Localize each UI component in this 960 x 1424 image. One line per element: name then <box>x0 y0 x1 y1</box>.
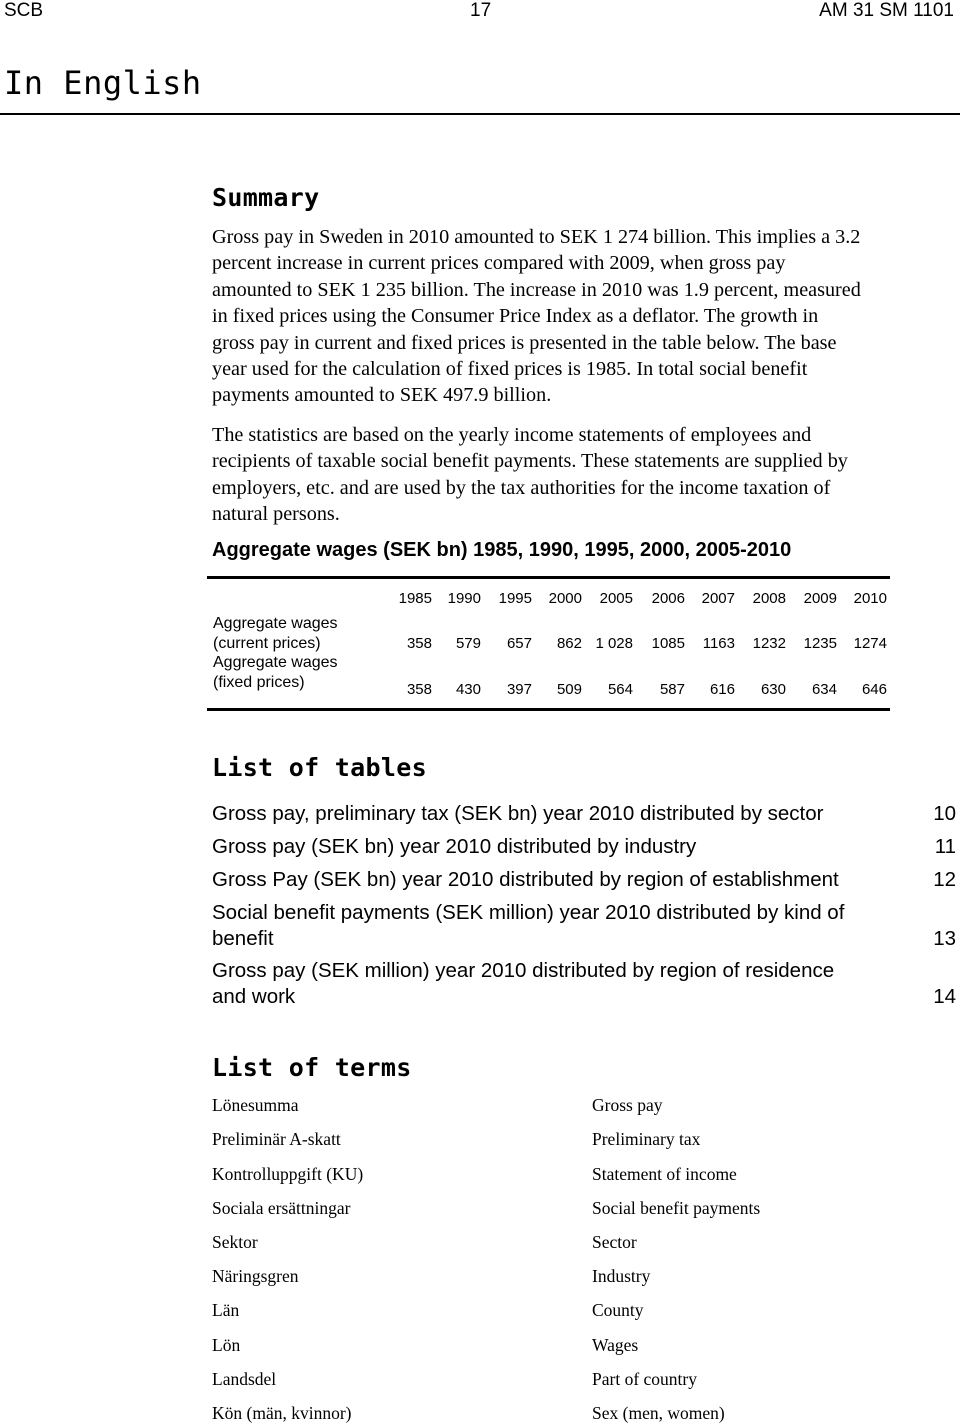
table-cell: 509 <box>556 681 582 698</box>
year-header: 2000 <box>548 590 582 607</box>
table-cell: 430 <box>455 681 481 698</box>
summary-p1-line: gross pay in current and fixed prices is presented in the table below. The base <box>212 331 837 354</box>
table-cell: 634 <box>811 681 837 698</box>
row-label-line: (fixed prices) <box>213 673 305 691</box>
toc-entry[interactable] <box>212 958 960 1010</box>
toc-page-number: 12 <box>933 868 956 891</box>
toc-page-number: 11 <box>934 835 956 858</box>
header-report-id: AM 31 SM 1101 <box>819 0 954 21</box>
page-number: 17 <box>470 0 492 21</box>
row-label-line: (current prices) <box>213 634 321 652</box>
row-label-fixed-prices <box>213 653 338 692</box>
term-swedish: Näringsgren <box>212 1266 299 1286</box>
table-cell: 579 <box>455 635 481 652</box>
table-cell: 358 <box>406 681 432 698</box>
table-cell: 1235 <box>803 635 837 652</box>
summary-paragraph-1 <box>212 224 960 409</box>
term-english: Gross pay <box>592 1095 663 1115</box>
toc-entry-title-continued: and work <box>212 985 296 1008</box>
toc-page-number: 14 <box>933 985 956 1008</box>
table-cell: 564 <box>607 681 633 698</box>
term-swedish: Sektor <box>212 1232 258 1252</box>
summary-p1-line: year used for the calculation of fixed prices is 1985. In total social benefit <box>212 358 808 381</box>
table-bottom-rule <box>207 708 890 711</box>
term-english: Statement of income <box>592 1164 737 1184</box>
list-of-tables-heading: List of tables <box>212 753 427 782</box>
term-swedish: Lön <box>212 1335 241 1355</box>
term-english: Preliminary tax <box>592 1129 701 1149</box>
summary-heading: Summary <box>212 183 320 212</box>
summary-p1-line: amounted to SEK 1 235 billion. The increase in 2010 was 1.9 percent, measured <box>212 278 861 301</box>
term-english: Industry <box>592 1266 651 1286</box>
year-header: 1985 <box>398 590 432 607</box>
page-title: In English <box>4 64 202 102</box>
year-header: 1990 <box>447 590 481 607</box>
table-top-rule <box>207 576 890 579</box>
year-header: 2009 <box>803 590 837 607</box>
toc-entry[interactable] <box>212 834 960 860</box>
summary-paragraph-2 <box>212 422 960 528</box>
year-header: 2007 <box>701 590 735 607</box>
term-english: County <box>592 1300 644 1320</box>
year-header: 2006 <box>651 590 685 607</box>
term-swedish: Lönesumma <box>212 1095 299 1115</box>
toc-entry-title-continued: benefit <box>212 927 274 950</box>
table-cell: 1274 <box>853 635 887 652</box>
table-cell: 1232 <box>752 635 786 652</box>
term-swedish: Län <box>212 1300 240 1320</box>
term-english: Wages <box>592 1335 639 1355</box>
term-swedish: Landsdel <box>212 1369 277 1389</box>
year-header: 2008 <box>752 590 786 607</box>
summary-p2-line: The statistics are based on the yearly income statements of employees and <box>212 424 812 446</box>
title-divider <box>0 113 960 115</box>
year-header: 2005 <box>599 590 633 607</box>
table-cell: 657 <box>506 635 532 652</box>
year-header: 1995 <box>498 590 532 607</box>
toc-entry-title: Gross pay (SEK bn) year 2010 distributed by industry <box>212 835 697 858</box>
table-cell: 646 <box>861 681 887 698</box>
term-swedish: Kön (män, kvinnor) <box>212 1403 352 1423</box>
toc-entry-title: Social benefit payments (SEK million) year 2010 distributed by kind of <box>212 901 845 924</box>
toc-page-number: 13 <box>933 927 956 950</box>
row-label-line: Aggregate wages <box>213 654 338 671</box>
table-cell: 862 <box>556 635 582 652</box>
table-cell: 1 028 <box>595 635 633 652</box>
term-swedish: Kontrolluppgift (KU) <box>212 1164 364 1184</box>
toc-entry[interactable] <box>212 900 960 952</box>
summary-p1-line: payments amounted to SEK 497.9 billion. <box>212 384 552 407</box>
summary-p2-line: recipients of taxable social benefit payments. These statements are supplied by <box>212 450 848 473</box>
row-label-line: Aggregate wages <box>213 615 338 632</box>
table-cell: 616 <box>709 681 735 698</box>
summary-p1-line: percent increase in current prices compared with 2009, when gross pay <box>212 252 786 275</box>
toc-entry-title: Gross pay (SEK million) year 2010 distributed by region of residence <box>212 959 835 982</box>
header-agency: SCB <box>4 0 44 21</box>
table-cell: 358 <box>406 635 432 652</box>
summary-p1-line: in fixed prices using the Consumer Price Index as a deflator. The growth in <box>212 305 819 328</box>
table-cell: 630 <box>760 681 786 698</box>
summary-p1-line: Gross pay in Sweden in 2010 amounted to SEK 1 274 billion. This implies a 3.2 <box>212 226 861 248</box>
term-swedish: Preliminär A-skatt <box>212 1129 341 1149</box>
year-header: 2010 <box>853 590 887 607</box>
list-of-terms-heading: List of terms <box>212 1053 412 1082</box>
term-english: Sector <box>592 1232 637 1252</box>
toc-entry[interactable] <box>212 801 960 827</box>
toc-entry-title: Gross pay, preliminary tax (SEK bn) year 2010 distributed by sector <box>212 802 824 825</box>
table-cell: 1163 <box>702 635 735 652</box>
term-english: Sex (men, women) <box>592 1403 725 1423</box>
table-cell: 1085 <box>651 635 685 652</box>
term-english: Part of country <box>592 1369 697 1389</box>
term-english: Social benefit payments <box>592 1198 761 1218</box>
table-cell: 397 <box>506 681 532 698</box>
term-swedish: Sociala ersättningar <box>212 1198 351 1218</box>
table-cell: 587 <box>659 681 685 698</box>
summary-p2-line: employers, etc. and are used by the tax authorities for the income taxation of <box>212 476 831 499</box>
summary-p2-line: natural persons. <box>212 503 340 526</box>
toc-page-number: 10 <box>933 802 956 825</box>
toc-entry[interactable] <box>212 867 960 893</box>
toc-entry-title: Gross Pay (SEK bn) year 2010 distributed by region of establishment <box>212 868 839 891</box>
table-title: Aggregate wages (SEK bn) 1985, 1990, 1995, 2000, 2005-2010 <box>212 539 792 561</box>
row-label-current-prices <box>213 614 338 653</box>
